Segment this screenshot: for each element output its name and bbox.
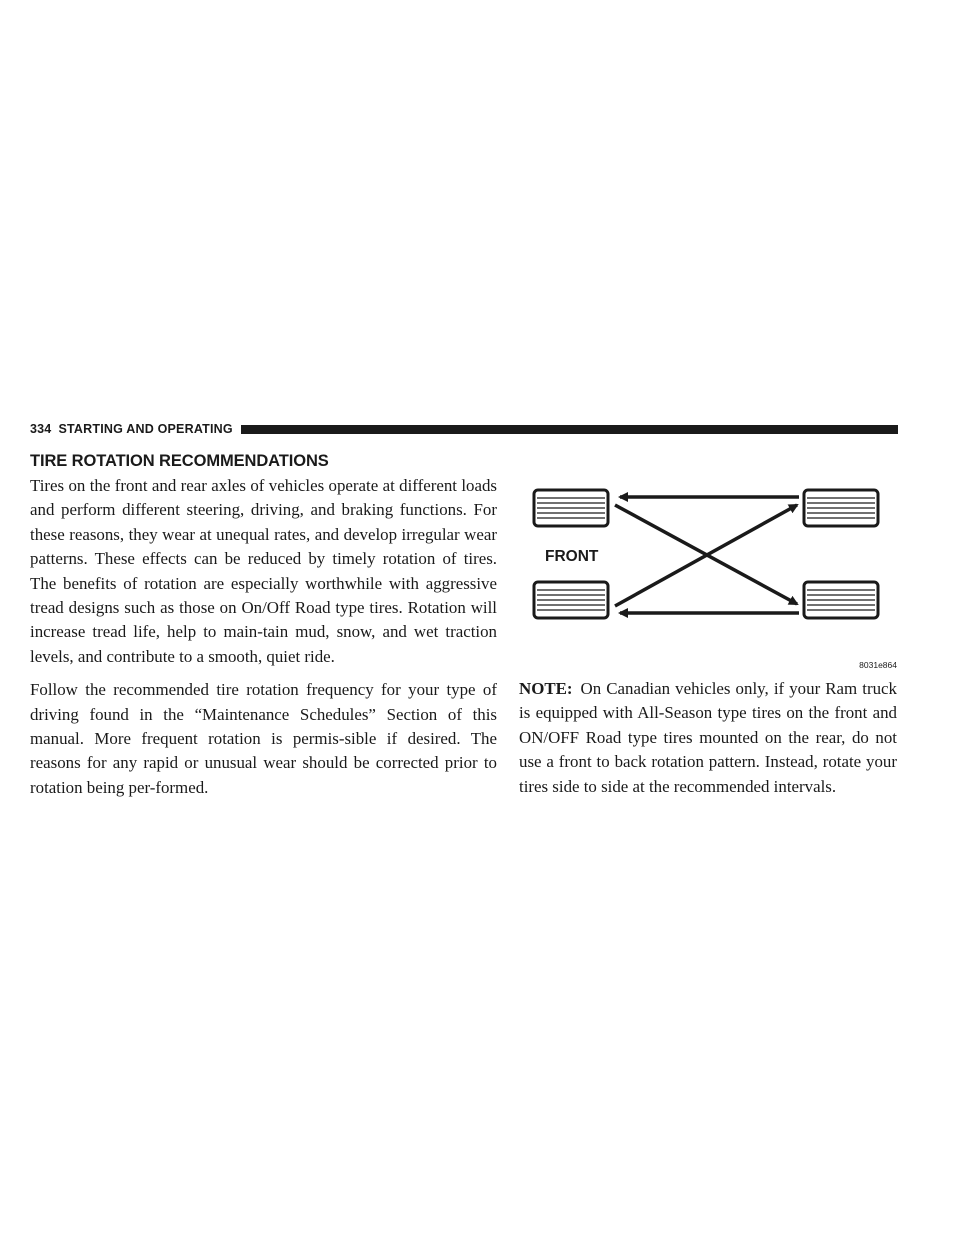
tire-rear-right [804, 582, 878, 618]
page-number: 334 [30, 422, 52, 436]
paragraph-frequency: Follow the recommended tire rotation frequency for your type of driving found in the “Maintenance Schedules” Section of this manual. More frequent rotation is permis-sible if desired. The reasons for any rapid or unusual wear should be corrected prior to rotation being per-formed. [30, 680, 497, 797]
tire-front-right [534, 582, 608, 618]
tire-rear-left [804, 490, 878, 526]
note-text: On Canadian vehicles only, if your Ram truck is equipped with All-Season type tires on the front and ON/OFF Road type tires mounted on the rear, do not use a front to back rotation pattern. Instead, rotate your tires side to side at the recommended intervals. [519, 679, 897, 796]
header-rule [241, 425, 898, 434]
front-label: FRONT [545, 548, 599, 565]
tire-rotation-diagram [519, 480, 897, 670]
note-paragraph [519, 677, 897, 799]
tire-front-left [534, 490, 608, 526]
figure-code: 8031e864 [859, 660, 897, 670]
page-header [30, 419, 898, 439]
right-column [519, 677, 897, 808]
section-heading: TIRE ROTATION RECOMMENDATIONS [30, 452, 329, 470]
paragraph-intro: Tires on the front and rear axles of vehicles operate at different loads and perform different steering, driving, and braking functions. For these reasons, they wear at unequal rates, and develop irregular wear patterns. These effects can be reduced by timely rotation of tires. The benefits of rotation are especially worthwhile with aggressive tread designs such as those on On/Off Road type tires. Rotation will increase tread life, help to main-tain mud, snow, and wet traction levels, and contribute to a smooth, quiet ride. [30, 476, 497, 666]
note-label: NOTE: [519, 679, 573, 698]
left-column [30, 474, 497, 809]
rotation-diagram-graphic [519, 480, 897, 660]
section-title: STARTING AND OPERATING [58, 422, 233, 436]
